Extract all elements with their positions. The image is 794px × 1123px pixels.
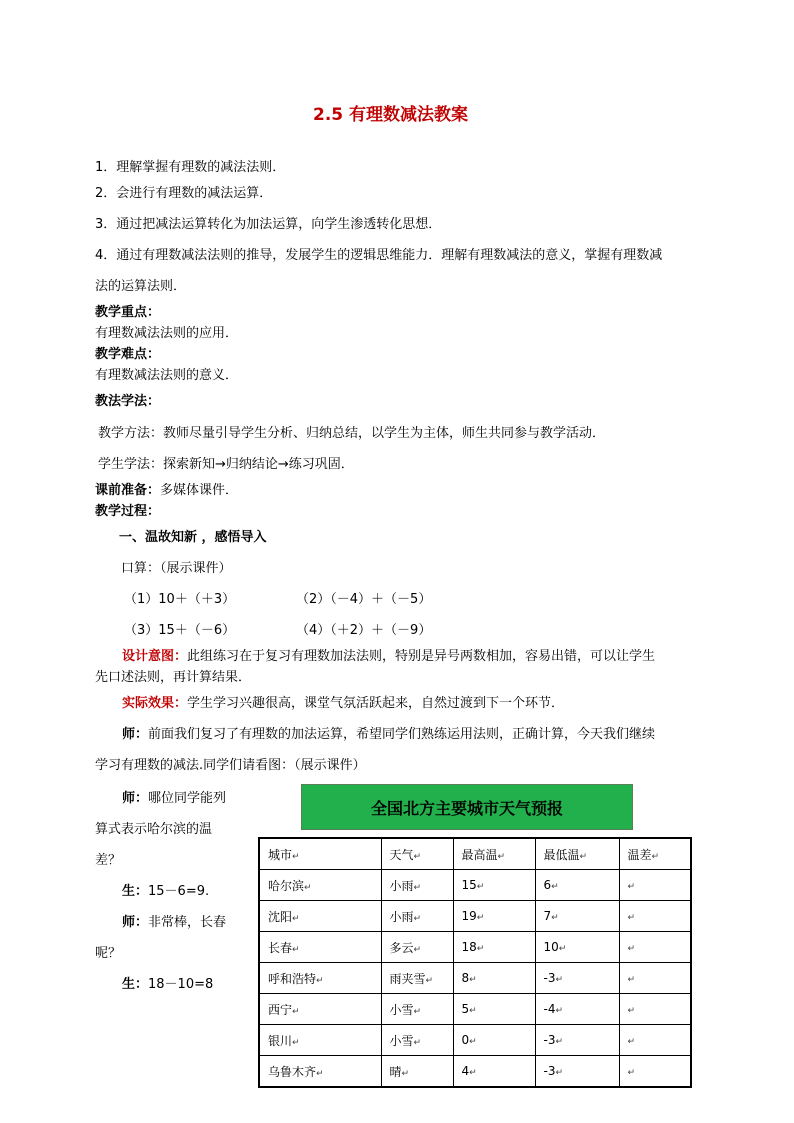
dialog-student-answer: 15－6=9.: [148, 884, 210, 899]
diff-cell: ↵: [619, 1056, 691, 1088]
objective-4-cont: 法的运算法则．: [95, 279, 187, 294]
objective-3: 3．通过把减法运算转化为加法运算，向学生渗透转化思想．: [95, 217, 442, 232]
high-cell: 5↵: [453, 994, 535, 1025]
oral-calc: 口算：（展示课件）: [121, 561, 232, 576]
high-cell: 15↵: [453, 870, 535, 901]
prep-text: 多媒体课件．: [160, 483, 239, 498]
header-cell: 最高温↵: [453, 838, 535, 870]
weather-cell: 小雪↵: [381, 1025, 453, 1056]
weather-cell: 多云↵: [381, 932, 453, 963]
dialog-student-label: 生：: [122, 884, 149, 899]
exercise-4: （4）（＋2）＋（－9）: [296, 623, 432, 638]
dialog-question-2: 算式表示哈尔滨的温: [95, 822, 213, 837]
effect-label: 实际效果：: [122, 696, 188, 711]
prep-label: 课前准备：: [95, 483, 161, 498]
header-cell: 城市↵: [259, 838, 381, 870]
dialog-q2: [122, 914, 226, 932]
high-cell: 19↵: [453, 901, 535, 932]
high-cell: 0↵: [453, 1025, 535, 1056]
diff-cell: ↵: [619, 901, 691, 932]
table-row: [259, 901, 691, 932]
process-label: 教学过程：: [95, 504, 161, 519]
low-cell: -3↵: [535, 963, 619, 994]
city-cell: 哈尔滨↵: [259, 870, 381, 901]
weather-cell: 小雨↵: [381, 870, 453, 901]
difficulty-label: 教学难点：: [95, 347, 161, 362]
high-cell: 18↵: [453, 932, 535, 963]
teacher-line-1: [122, 726, 655, 744]
high-cell: 8↵: [453, 963, 535, 994]
weather-cell: 小雨↵: [381, 901, 453, 932]
weather-cell: 晴↵: [381, 1056, 453, 1088]
low-cell: 10↵: [535, 932, 619, 963]
difficulty-text: 有理数减法法则的意义．: [95, 368, 239, 383]
objective-1: 1．理解掌握有理数的减法法则．: [95, 160, 286, 175]
diff-cell: ↵: [619, 963, 691, 994]
table-row: [259, 994, 691, 1025]
dialog-teacher2-text: 非常棒，长春: [148, 915, 227, 930]
city-cell: 乌鲁木齐↵: [259, 1056, 381, 1088]
low-cell: -3↵: [535, 1025, 619, 1056]
objective-2: 2．会进行有理数的减法运算．: [95, 186, 273, 201]
weather-cell: 雨夹雪↵: [381, 963, 453, 994]
diff-cell: ↵: [619, 1025, 691, 1056]
key-point-text: 有理数减法法则的应用．: [95, 326, 239, 341]
effect-line: [122, 695, 564, 713]
dialog-teacher-label: 师：: [122, 791, 149, 806]
weather-table: [258, 837, 692, 1088]
dialog-teacher2-text-2: 呢？: [95, 946, 122, 961]
high-cell: 4↵: [453, 1056, 535, 1088]
learning-method: 学生学法：探索新知→归纳结论→练习巩固．: [98, 457, 354, 472]
exercise-3: （3）15＋（－6）: [124, 623, 236, 638]
table-row: [259, 932, 691, 963]
dialog-question-3: 差？: [95, 853, 122, 868]
dialog-student2-label: 生：: [122, 977, 149, 992]
city-cell: 沈阳↵: [259, 901, 381, 932]
low-cell: 6↵: [535, 870, 619, 901]
table-row: [259, 1025, 691, 1056]
diff-cell: ↵: [619, 994, 691, 1025]
exercise-2: （2）（－4）＋（－5）: [296, 592, 432, 607]
weather-banner: 全国北方主要城市天气预报: [301, 784, 633, 830]
exercise-1: （1）10＋（＋3）: [124, 592, 236, 607]
key-point-label: 教学重点：: [95, 305, 161, 320]
design-text-2: 先口述法则，再计算结果．: [95, 670, 252, 685]
city-cell: 银川↵: [259, 1025, 381, 1056]
low-cell: -3↵: [535, 1056, 619, 1088]
dialog-q1: [122, 790, 226, 808]
page-title: 2.5 有理数减法教案: [313, 105, 469, 125]
low-cell: -4↵: [535, 994, 619, 1025]
header-cell: 最低温↵: [535, 838, 619, 870]
objective-4: 4．通过有理数减法法则的推导，发展学生的逻辑思维能力．理解有理数减法的意义，掌握有理数减: [95, 248, 663, 263]
city-cell: 长春↵: [259, 932, 381, 963]
design-line-1: [122, 648, 655, 666]
dialog-question-1: 哪位同学能列: [148, 791, 227, 806]
prep-line: [95, 482, 238, 500]
weather-cell: 小雪↵: [381, 994, 453, 1025]
teaching-method: 教学方法：教师尽量引导学生分析、归纳总结，以学生为主体，师生共同参与教学活动．: [98, 426, 606, 441]
effect-text: 学生学习兴趣很高，课堂气氛活跃起来，自然过渡到下一个环节．: [187, 696, 565, 711]
low-cell: 7↵: [535, 901, 619, 932]
header-cell: 温差↵: [619, 838, 691, 870]
diff-cell: ↵: [619, 870, 691, 901]
header-cell: 天气↵: [381, 838, 453, 870]
city-cell: 呼和浩特↵: [259, 963, 381, 994]
design-text-1: 此组练习在于复习有理数加法法则，特别是异号两数相加，容易出错，可以让学生: [187, 649, 656, 664]
table-header-row: [259, 838, 691, 870]
table-row: [259, 963, 691, 994]
teacher-label: 师：: [122, 727, 149, 742]
section-heading: 一、温故知新 ，感悟导入: [119, 530, 267, 545]
methods-label: 教法学法：: [95, 394, 161, 409]
teacher-text-1: 前面我们复习了有理数的加法运算，希望同学们熟练运用法则，正确计算，今天我们继续: [148, 727, 656, 742]
dialog-a2: [122, 976, 213, 994]
diff-cell: ↵: [619, 932, 691, 963]
design-label: 设计意图：: [122, 649, 188, 664]
dialog-student2-answer: 18－10=8: [148, 977, 214, 992]
teacher-text-2: 学习有理数的减法.同学们请看图：（展示课件）: [95, 758, 366, 773]
dialog-a1: [122, 883, 209, 901]
dialog-teacher2-label: 师：: [122, 915, 149, 930]
table-row: [259, 1056, 691, 1088]
city-cell: 西宁↵: [259, 994, 381, 1025]
table-row: [259, 870, 691, 901]
